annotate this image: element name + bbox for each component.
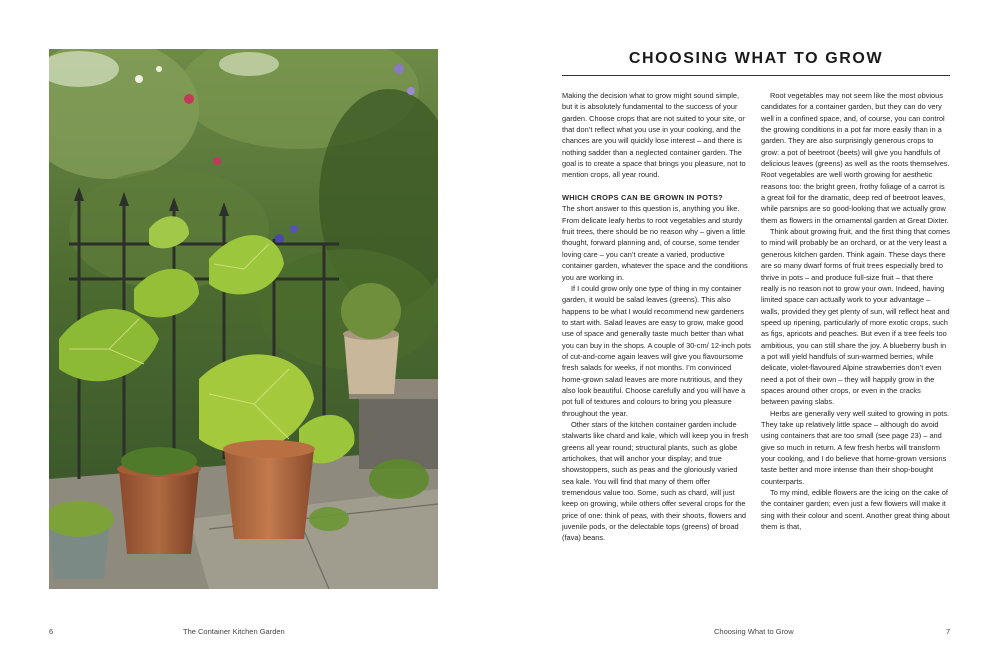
paragraph: Making the decision what to grow might sound simple, but it is absolutely fundamental to the success of your garden. Choose crops that are not suited to your site, or that don’t reflect what you use in your cooking, and the chances are you will quickly lose interest – and there is nothing sadder than a neglected container garden. The goal is to create a space that brings you pleasure, not to mention crops, all year round.	[562, 91, 746, 180]
paragraph: Think about growing fruit, and the first thing that comes to mind will probably be an orchard, or at the very least a generous kitchen garden. Think again. These days there are so many dwarf forms of fruit trees especially bred to thrive in pots – and produce full-size fruit – that there really is no reason not to grow your own. Indeed, having limited space can actually work to your advantage – walls, provided they get plenty of sun, will reflect heat and speed up ripening, particularly of more exotic crops, such as figs, apricots and peaches. But even if a tree feels too ambitious, you can still share the joy. A blueberry bush in a pot will yield handfuls of sun-warmed berries, while delicate, violet-flavoured Alpine strawberries don’t even need a pot of their own – they will happily grow in the spaces around other crops, or even in the cracks between paving slabs.	[761, 227, 950, 407]
garden-photo-image	[49, 49, 438, 589]
left-running-title: The Container Kitchen Garden	[183, 627, 285, 636]
paragraph: To my mind, edible flowers are the icing on the cake of the container garden; even just a few flowers will make it sing with their colour and scent. Another great thing about them is that,	[761, 488, 950, 532]
page-title: CHOOSING WHAT TO GROW	[628, 50, 884, 67]
text-column-left	[562, 90, 751, 544]
right-running-title: Choosing What to Grow	[714, 627, 794, 636]
title-rule	[562, 75, 950, 76]
section-subheading: WHICH CROPS CAN BE GROWN IN POTS?	[562, 193, 723, 203]
left-page-number: 6	[49, 627, 54, 636]
paragraph: Herbs are generally very well suited to growing in pots. They take up relatively little space – although do avoid using containers that are too small (see page 23) – and give so much in return. A few fresh herbs will transform your cooking, and I do believe that home-grown versions taste better and more intense than their shop-bought counterparts.	[761, 408, 950, 486]
paragraph: Root vegetables may not seem like the most obvious candidates for a container garden, but they can do very well in a confined space, and, of course, you can control the growing conditions in a pot far more easily than in a garden. They are also surprisingly generous crops to grow: a pot of beetroot (beets) will give you handfuls of delicious leaves (greens) as well as the roots themselves. Root vegetables are well worth growing for aesthetic reasons too: the bright green, frothy foliage of a carrot is a great foil for the dramatic, deep red of beetroot leaves, while parsnips are so good-looking that we actually grow them as flowers in the ornamental garden at Great Dixter.	[761, 91, 950, 225]
garden-photo	[49, 49, 438, 589]
paragraph: Other stars of the kitchen container garden include stalwarts like chard and kale, which will keep you in fresh greens all year round; structural plants, such as globe artichokes, that will anchor your display; and true showstoppers, such as peas and the gloriously varied sea kale. You will find that many of them offer tremendous value too. Some, such as chard, will just keep on growing, while others offer several crops for the price of one: think of peas, with their shoots, flowers and juvenile pods, or the delectable tops (greens) of broad (fava) beans.	[562, 419, 749, 543]
right-page-number: 7	[946, 627, 951, 636]
paragraph: If I could grow only one type of thing in my container garden, it would be salad leaves (greens). This also happens to be what I would recommend new gardeners to start with. Salad leaves are easy to grow, make good use of space and generally taste much better than what you can buy in the shops. A couple of 30-cm/ 12-inch pots of cut-and-come again leaves will give you flavoursome fresh salads for weeks, if not months. I’m convinced home-grown salad leaves are more nutritious, and they also look beautiful. Choose carefully and you will have a pot full of textures and colours to bring you pleasure throughout the year.	[562, 283, 751, 418]
paragraph: The short answer to this question is, anything you like. From delicate leafy herbs to root vegetables and sturdy fruit trees, there should be no reason why – given a little thought, forward planning and, of course, some tender loving care – you can’t create a varied, productive container garden, whatever the space and the conditions you are working in.	[562, 204, 748, 282]
text-column-right	[761, 90, 950, 532]
